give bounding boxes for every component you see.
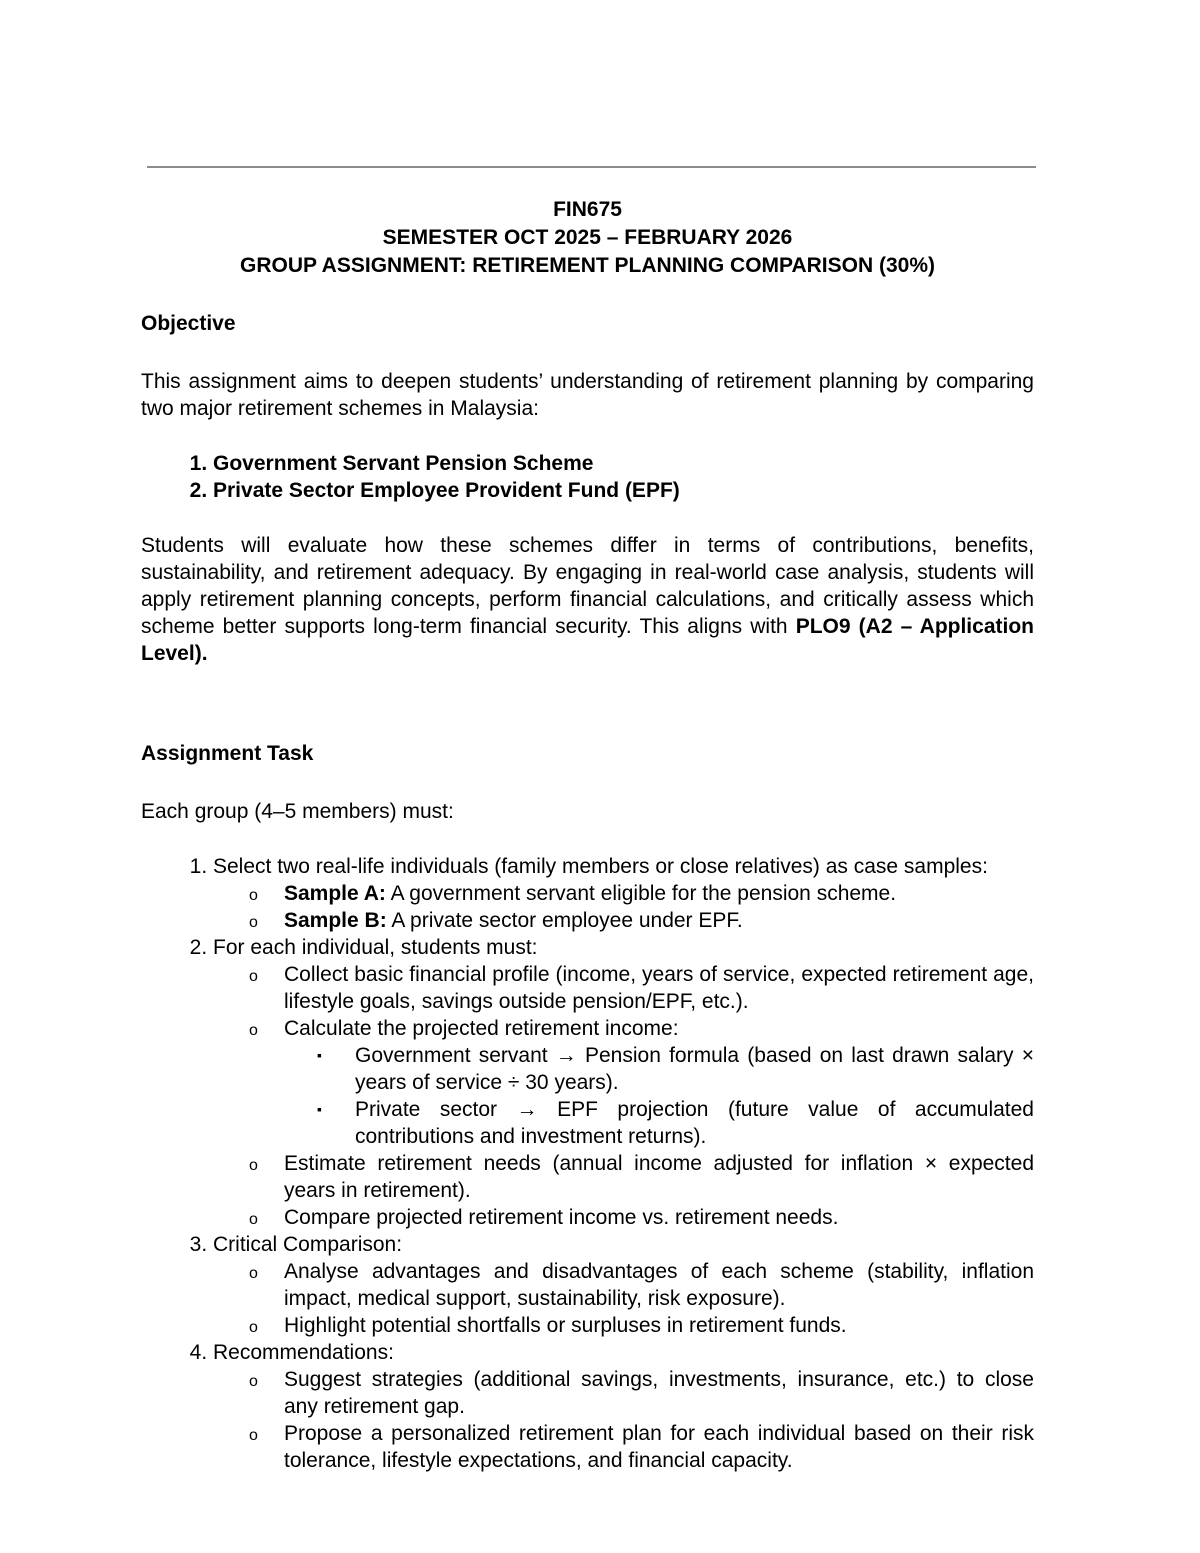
sub-item: o Highlight potential shortfalls or surpluses in retirement funds.: [284, 1312, 1034, 1339]
top-rule: [147, 166, 1036, 168]
sub-item: [284, 880, 1034, 907]
objective-heading: Objective: [141, 312, 236, 335]
task-item: [213, 1231, 1034, 1339]
sub-item: o Analyse advantages and disadvantages of each scheme (stability, inflation impact, medical support, sustainability, risk exposure).: [284, 1258, 1034, 1312]
task-heading: Assignment Task: [141, 742, 314, 765]
subsub-list: [284, 1042, 1034, 1150]
sub-item: o Suggest strategies (additional savings, investments, insurance, etc.) to close any retirement gap.: [284, 1366, 1034, 1420]
sub-item: o Compare projected retirement income vs. retirement needs.: [284, 1204, 1034, 1231]
sample-text: A private sector employee under EPF.: [386, 909, 743, 932]
task-item-text: Recommendations:: [213, 1341, 394, 1364]
spacer: [141, 695, 1034, 740]
sub-item: [284, 907, 1034, 934]
assignment-title: GROUP ASSIGNMENT: RETIREMENT PLANNING COMPARISON (30%): [240, 254, 935, 277]
task-list: [141, 853, 1034, 1474]
sample-label: Sample A:: [284, 882, 386, 905]
sub-item: o Propose a personalized retirement plan for each individual based on their risk tolerance, lifestyle expectations, and financial capacity.: [284, 1420, 1034, 1474]
sub-list: [213, 1258, 1034, 1339]
sub-list: [213, 880, 1034, 934]
sub-item: [284, 1015, 1034, 1150]
task-item-text: Select two real-life individuals (family members or close relatives) as case samples:: [213, 855, 988, 878]
objective-description: [141, 532, 1034, 667]
document-header: [141, 196, 1034, 280]
scheme-list: [141, 450, 1034, 504]
task-intro: Each group (4–5 members) must:: [141, 800, 454, 823]
subsub-item: ▪ Government servant → Pension formula (based on last drawn salary × years of service ÷ 30 years).: [355, 1042, 1034, 1096]
sub-item-text: Calculate the projected retirement income:: [284, 1017, 679, 1040]
course-code: FIN675: [553, 198, 622, 221]
scheme-item: 1. Government Servant Pension Scheme: [213, 450, 1034, 477]
scheme-item: 2. Private Sector Employee Provident Fund (EPF): [213, 477, 1034, 504]
task-item: [213, 853, 1034, 934]
description-text: Students will evaluate how these schemes differ in terms of contributions, benefits, sustainability, and retirement adequacy. By engaging in real-world case analysis, students will apply retirement planning concepts, perform financial calculations, and critically assess which scheme better supports long-term financial security. This aligns with: [141, 534, 1034, 638]
document-body: [141, 196, 1034, 1474]
sub-item: o Collect basic financial profile (income, years of service, expected retirement age, lifestyle goals, savings outside pension/EPF, etc.).: [284, 961, 1034, 1015]
sub-list: [213, 1366, 1034, 1474]
objective-intro: This assignment aims to deepen students’ understanding of retirement planning by comparing two major retirement schemes in Malaysia:: [141, 370, 1034, 420]
sample-text: A government servant eligible for the pension scheme.: [385, 882, 897, 905]
subsub-item: ▪ Private sector → EPF projection (future value of accumulated contributions and investment returns).: [355, 1096, 1034, 1150]
semester: SEMESTER OCT 2025 – FEBRUARY 2026: [382, 226, 793, 249]
sample-label: Sample B:: [284, 909, 387, 932]
task-item: [213, 934, 1034, 1231]
sub-item: o Estimate retirement needs (annual income adjusted for inflation × expected years in retirement).: [284, 1150, 1034, 1204]
plo-label: PLO9 (A2 – Application Level).: [141, 615, 1034, 665]
task-item: [213, 1339, 1034, 1474]
task-item-text: For each individual, students must:: [213, 936, 538, 959]
task-item-text: Critical Comparison:: [213, 1233, 403, 1256]
sub-list: [213, 961, 1034, 1231]
